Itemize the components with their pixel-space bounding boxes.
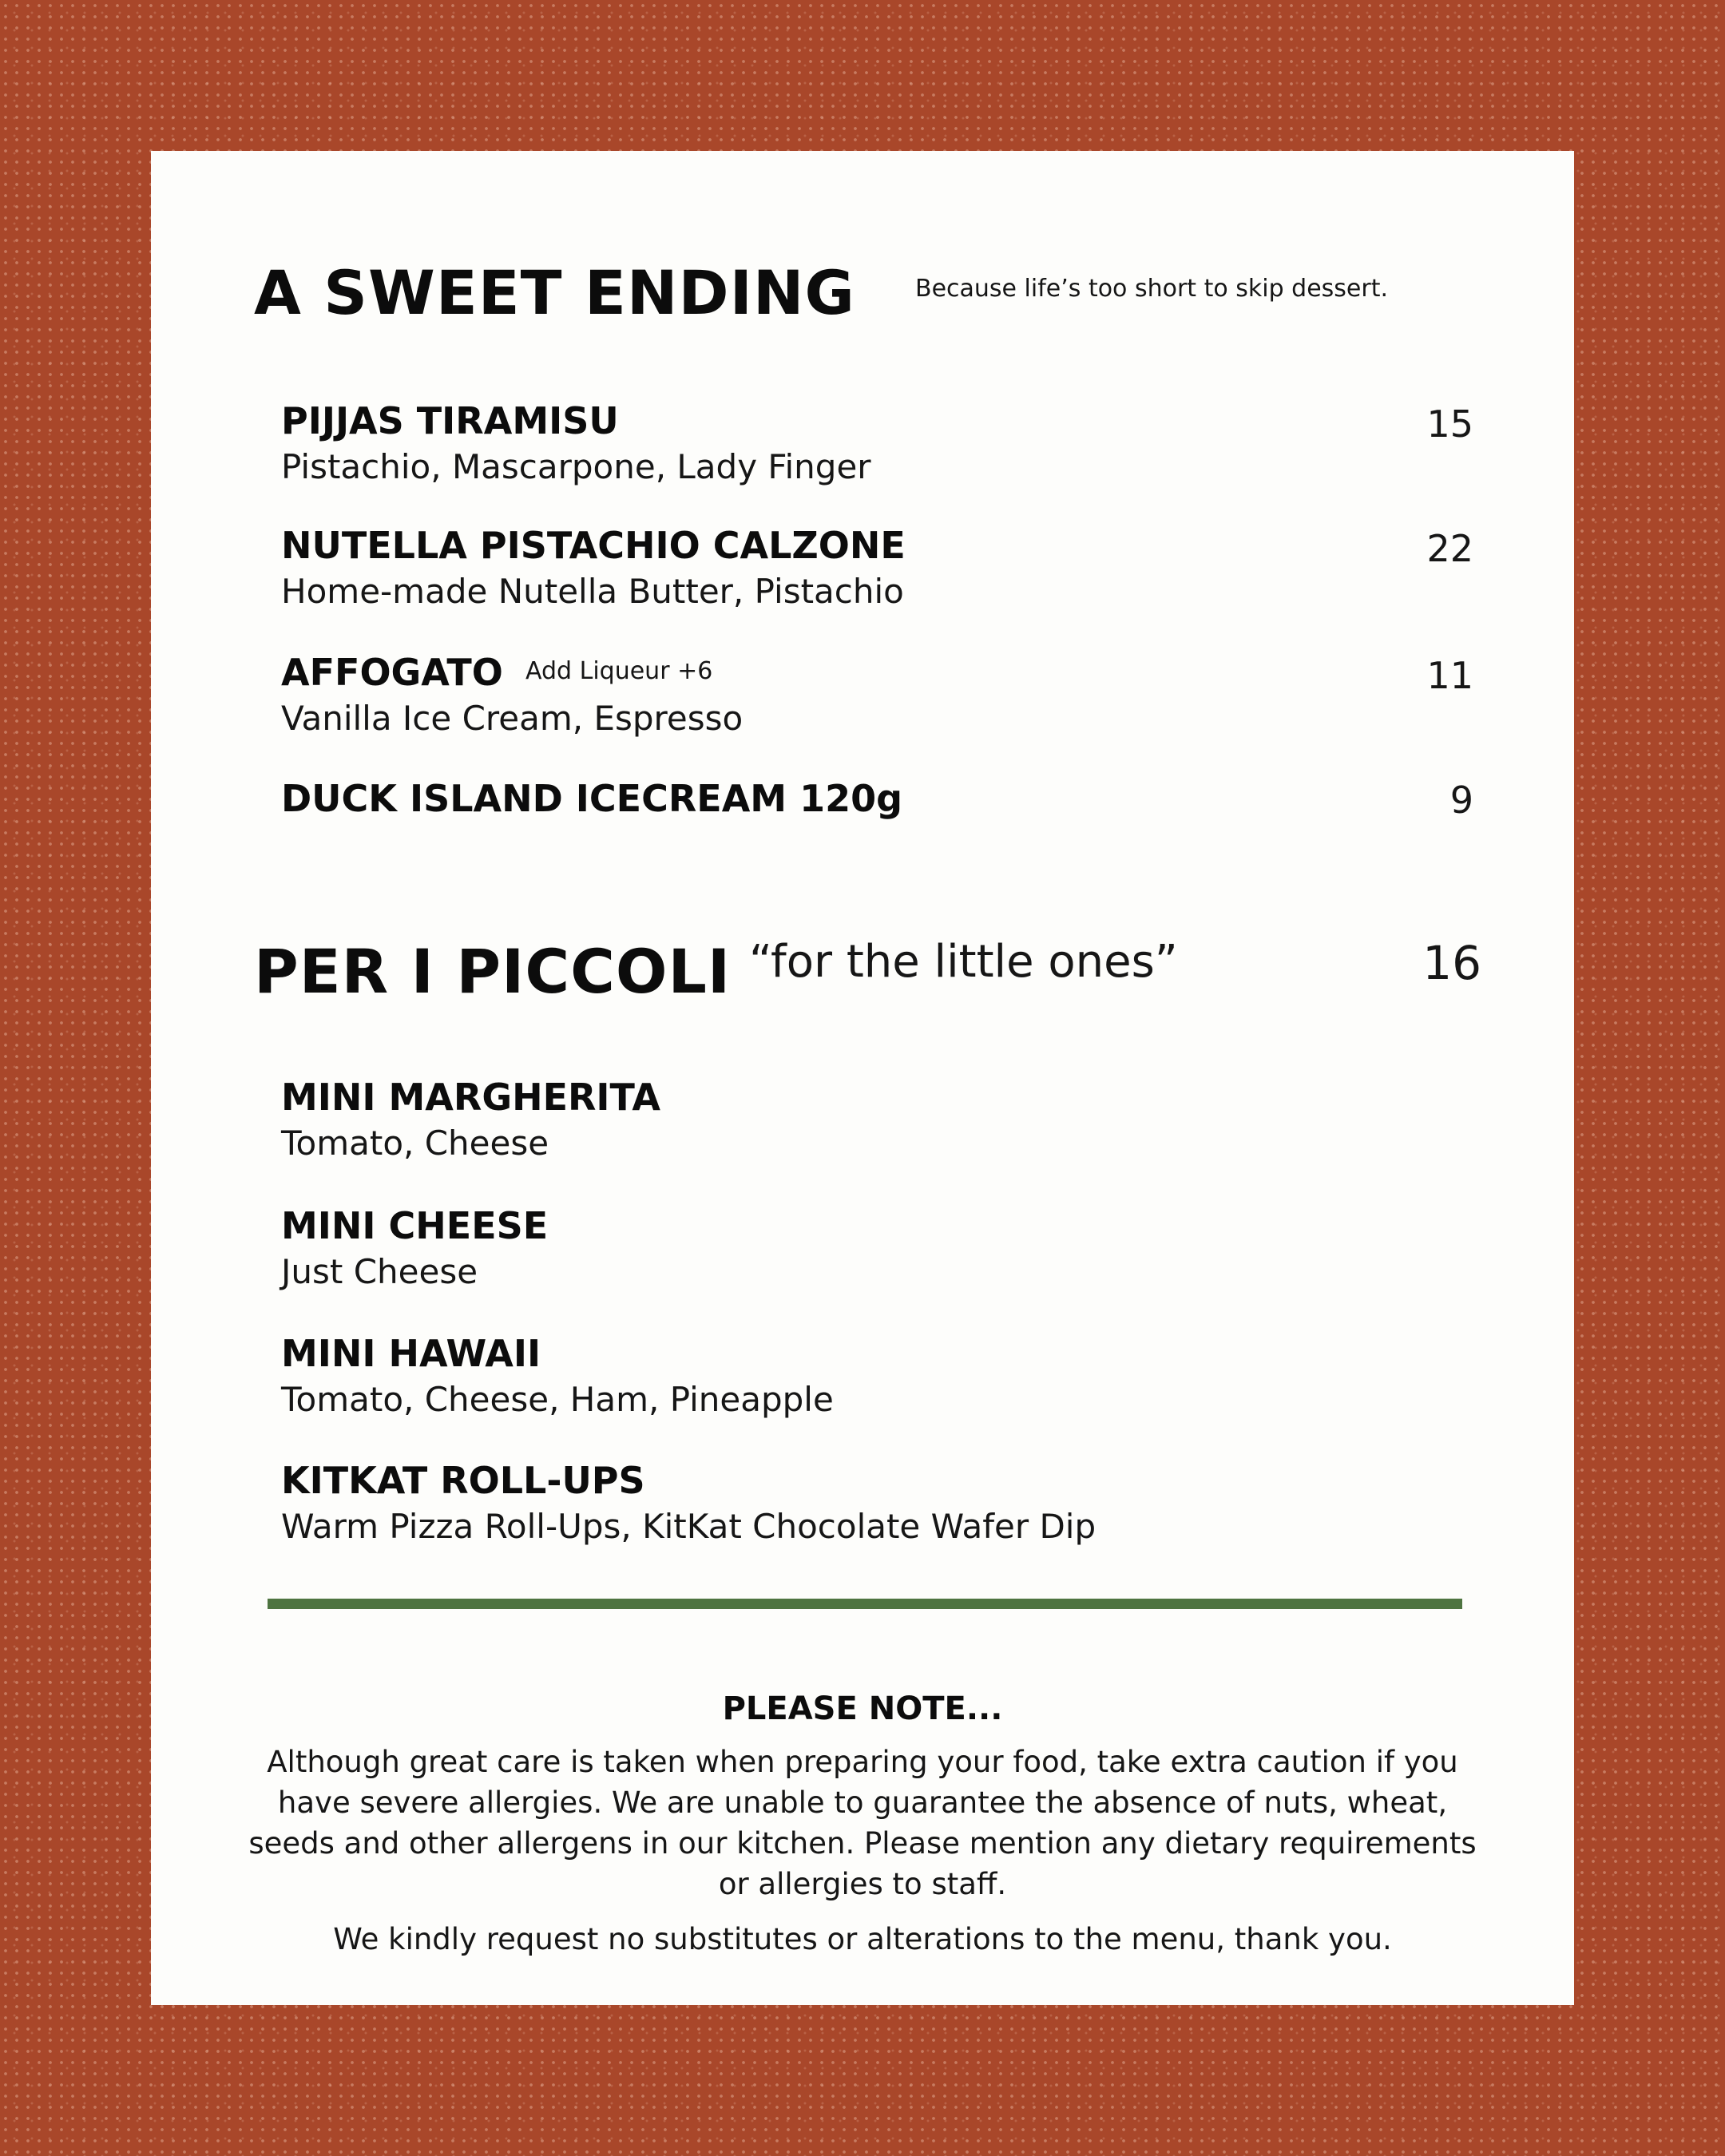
item-description: Home-made Nutella Butter, Pistachio (281, 572, 904, 611)
item-description: Pistachio, Mascarpone, Lady Finger (281, 447, 871, 486)
note-title: PLEASE NOTE... (722, 1690, 1003, 1727)
item-description: Warm Pizza Roll-Ups, KitKat Chocolate Wafer Dip (281, 1507, 1096, 1546)
menu-card (151, 151, 1574, 2005)
item-name: MINI CHEESE (281, 1204, 549, 1247)
item-price: 9 (1449, 779, 1473, 822)
kids-section-price: 16 (1422, 936, 1481, 990)
kids-section-title: PER I PICCOLI (254, 936, 732, 1007)
item-name: MINI MARGHERITA (281, 1076, 660, 1119)
item-name: KITKAT ROLL-UPS (281, 1459, 645, 1502)
item-description: Vanilla Ice Cream, Espresso (281, 699, 744, 738)
note-footer: We kindly request no substitutes or alterations to the menu, thank you. (333, 1922, 1392, 1956)
dessert-section-title: A SWEET ENDING (254, 257, 855, 328)
item-name: DUCK ISLAND ICECREAM 120g (281, 777, 903, 820)
item-name: PIJJAS TIRAMISU (281, 399, 619, 442)
item-price: 11 (1426, 654, 1473, 697)
item-price: 15 (1426, 402, 1473, 446)
item-description: Tomato, Cheese (281, 1124, 549, 1163)
kids-tagline: “for the little ones” (749, 936, 1178, 988)
item-description: Just Cheese (281, 1252, 478, 1291)
item-description: Tomato, Cheese, Ham, Pineapple (281, 1380, 834, 1419)
dessert-tagline: Because life’s too short to skip dessert. (915, 275, 1389, 303)
item-name: AFFOGATO (281, 651, 503, 694)
section-divider (268, 1599, 1462, 1609)
item-name: MINI HAWAII (281, 1332, 541, 1375)
note-body: Although great care is taken when preparing your food, take extra caution if you have severe allergies. We are unable to guarantee the absence of nuts, wheat, seeds and other allergens in our kitchen. Please mention any dietary requirements or allergies to staff. (248, 1745, 1477, 1901)
item-price: 22 (1426, 527, 1473, 570)
item-name: NUTELLA PISTACHIO CALZONE (281, 524, 906, 567)
item-add-on-note: Add Liqueur +6 (525, 657, 713, 685)
